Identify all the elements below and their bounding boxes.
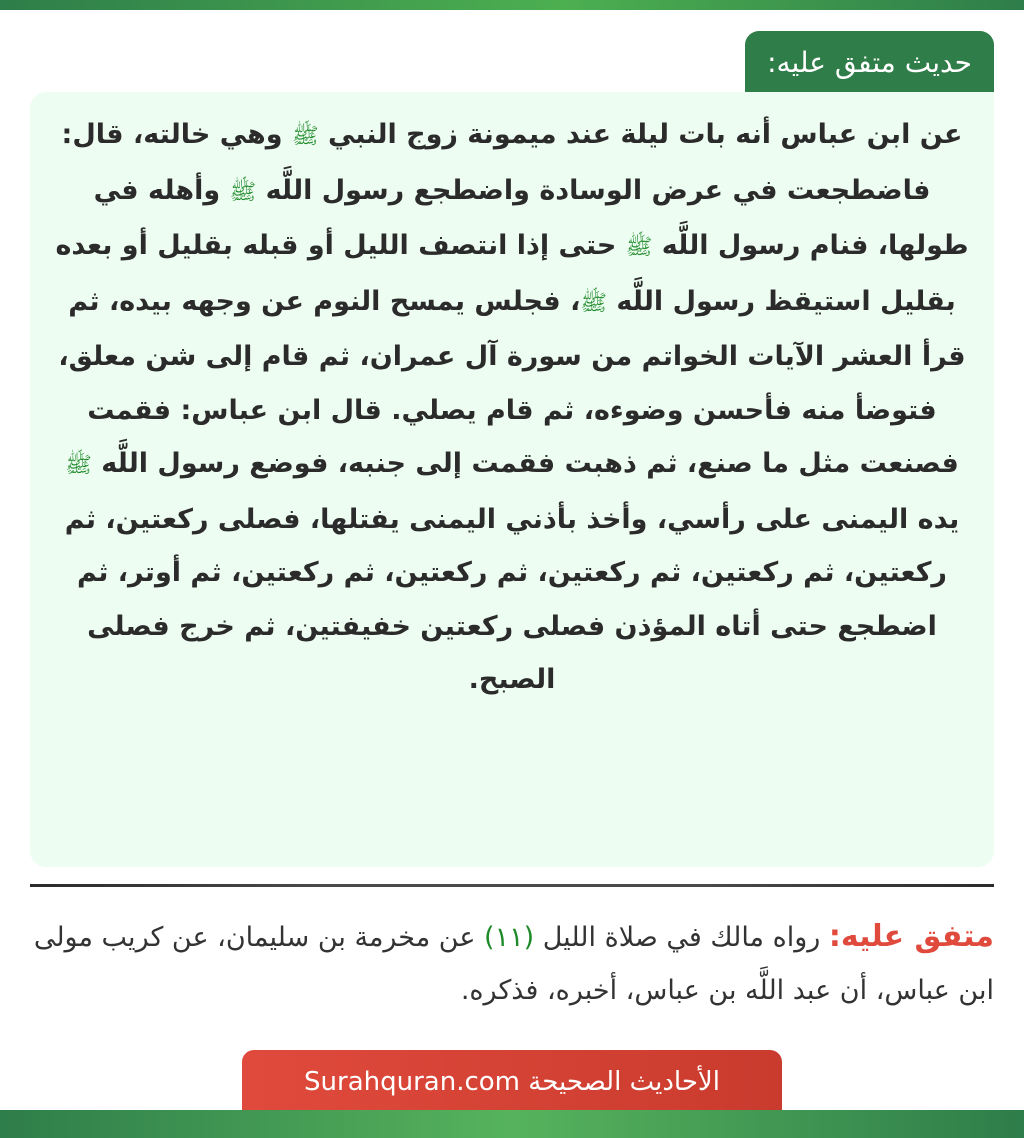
salutation-icon: ﷺ: [291, 124, 319, 149]
hadith-segment: ، فجلس يمسح النوم عن وجهه بيده، ثم قرأ العشر الآيات الخواتم من سورة آل عمران، ثم قام إلى شن معلق، فتوضأ منه فأحسن وضوءه، ثم قام يصلي. قال ابن عباس: فقمت فصنعت مثل ما صنع، ثم ذهبت فقمت إلى جنبه، فوضع رسول اللَّه: [58, 285, 966, 479]
hadith-segment: عن ابن عباس أنه بات ليلة عند ميمونة زوج النبي: [327, 119, 963, 150]
hadith-type-label: حديث متفق عليه:: [745, 31, 994, 92]
bottom-decorative-bar: [0, 1110, 1024, 1138]
source-text: رواه مالك في صلاة الليل: [542, 922, 821, 953]
hadith-segment: يده اليمنى على رأسي، وأخذ بأذني اليمنى يفتلها، فصلى ركعتين، ثم ركعتين، ثم ركعتين، ثم ركعتين، ثم ركعتين، ثم ركعتين، ثم أوتر، ثم اضطجع حتى أتاه المؤذن فصلى ركعتين خفيفتين، ثم خرج فصلى الصبح.: [64, 503, 960, 695]
section-divider: [30, 884, 994, 887]
site-badge[interactable]: الأحاديث الصحيحة Surahquran.com: [242, 1050, 782, 1110]
hadith-text-box: [30, 92, 994, 867]
source-citation: [30, 910, 994, 1017]
hadith-text: [52, 108, 972, 707]
source-text: عن مخرمة بن سليمان، عن كريب مولى ابن عباس، أن عبد اللَّه بن عباس، أخبره، فذكره.: [33, 922, 994, 1006]
salutation-icon: ﷺ: [625, 235, 653, 260]
salutation-icon: ﷺ: [229, 179, 257, 205]
hadith-segment: وهي خالته، قال:: [61, 119, 283, 150]
hadith-segment: حتى إذا انتصف الليل أو قبله بقليل أو بعده بقليل استيقظ رسول اللَّه: [55, 230, 956, 317]
hadith-segment: فاضطجعت في عرض الوسادة واضطجع رسول اللَّه: [265, 174, 931, 206]
salutation-icon: ﷺ: [580, 290, 607, 316]
salutation-icon: ﷺ: [65, 453, 92, 478]
top-decorative-bar: [0, 0, 1024, 10]
hadith-segment: وأهله في طولها، فنام رسول اللَّه: [93, 174, 969, 261]
source-label: متفق عليه:: [828, 919, 994, 954]
source-number: (١١): [484, 922, 535, 953]
